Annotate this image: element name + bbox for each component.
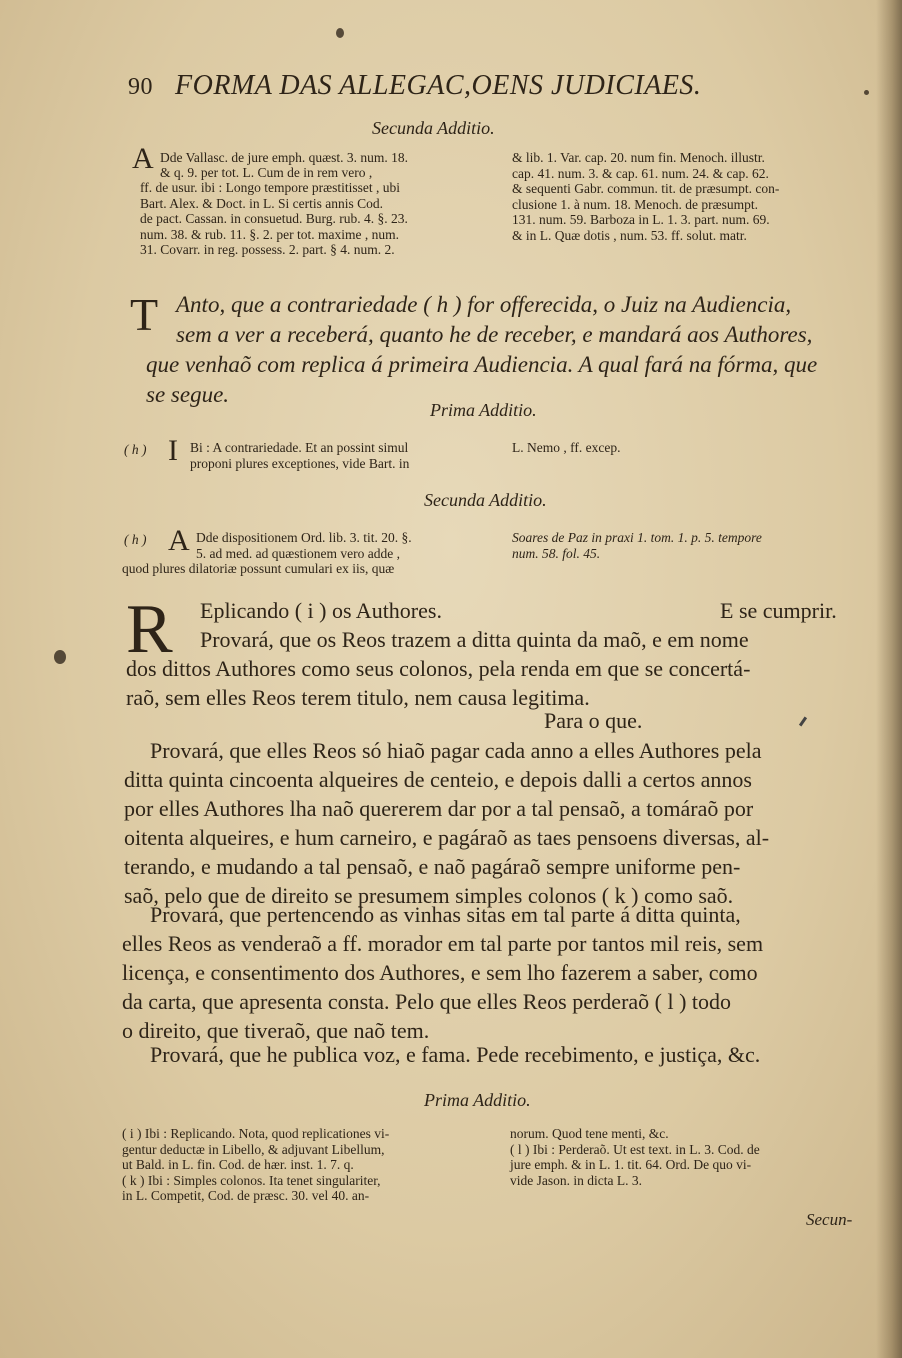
note-line: ( i ) Ibi : Replicando. Nota, quod replicationes vi- bbox=[122, 1126, 390, 1141]
note-left-column bbox=[160, 165, 372, 181]
page-spine-shadow bbox=[876, 0, 902, 1358]
body-line: saõ, pelo que de direito se presumem simples colonos ( k ) como saõ. bbox=[124, 883, 734, 908]
body-line: Provará, que os Reos trazem a ditta quinta da maõ, e em nome bbox=[200, 627, 749, 652]
ink-blot bbox=[864, 90, 869, 95]
body-line: o direito, que tiveraõ, que naõ tem. bbox=[122, 1018, 430, 1043]
paragraph-line: Anto, que a contrariedade ( h ) for offerecida, o Juiz na Audiencia, bbox=[176, 292, 792, 317]
body-paragraph bbox=[150, 736, 762, 765]
note-line: in L. Competit, Cod. de præsc. 30. vel 40. an- bbox=[122, 1188, 370, 1203]
note-right-column bbox=[510, 1126, 760, 1188]
note-line: & in L. Quæ dotis , num. 53. ff. solut. matr. bbox=[512, 227, 747, 243]
body-paragraph bbox=[150, 900, 741, 929]
note-line: 131. num. 59. Barboza in L. 1. 3. part. num. 69. bbox=[512, 212, 770, 227]
running-head-title: FORMA DAS ALLEGAC,OENS JUDICIAES. bbox=[175, 70, 702, 101]
ink-blot bbox=[54, 650, 66, 664]
body-line: por elles Authores lha naõ quererem dar por a tal pensaõ, a tomáraõ por bbox=[124, 796, 754, 821]
body-line: da carta, que apresenta consta. Pelo que elles Reos perderaõ ( l ) todo bbox=[122, 989, 732, 1014]
note-line: & q. 9. per tot. L. Cum de in rem vero , bbox=[160, 165, 373, 180]
paragraph-line: sem a ver a receberá, quanto he de receber, e mandará aos Authores, bbox=[176, 322, 813, 347]
note-line: 31. Covarr. in reg. possess. 2. part. § 4. num. 2. bbox=[140, 242, 395, 257]
note-line: num. 38. & rub. 11. §. 2. per tot. maxime , num. bbox=[140, 226, 399, 242]
body-line: oitenta alqueires, e hum carneiro, e pagáraõ as taes pensoens diversas, al- bbox=[124, 825, 770, 850]
body-line: dos dittos Authores como seus colonos, pela renda em que se concertá- bbox=[126, 656, 751, 681]
note-line: & sequenti Gabr. commun. tit. de præsumpt. con- bbox=[512, 181, 780, 196]
note-line: cap. 41. num. 3. & cap. 61. num. 24. & cap. 62. bbox=[512, 165, 769, 181]
paragraph-line: se segue. bbox=[146, 382, 230, 407]
note-left-column bbox=[122, 1126, 389, 1204]
note-line: L. Nemo , ff. excep. bbox=[512, 440, 621, 455]
body-line: ditta quinta cincoenta alqueires de centeio, e depois dalli a certos annos bbox=[124, 767, 752, 792]
paragraph-initial: R bbox=[126, 591, 173, 668]
note-line: norum. Quod tene menti, &c. bbox=[510, 1126, 669, 1141]
note-line: Dde dispositionem Ord. lib. 3. tit. 20. §. bbox=[196, 530, 412, 545]
body-line: Eplicando ( i ) os Authores. bbox=[200, 598, 442, 623]
pen-mark bbox=[799, 717, 807, 727]
note-left-column bbox=[160, 150, 408, 166]
body-line: Provará, que pertencendo as vinhas sitas em tal parte á ditta quinta, bbox=[150, 902, 741, 927]
addition-heading: Secunda Additio. bbox=[372, 118, 495, 138]
note-line: vide Jason. in dicta L. 3. bbox=[510, 1172, 642, 1188]
paragraph-initial: T bbox=[130, 289, 159, 340]
note-line: Bart. Alex. & Doct. in L. Si certis annis Cod. bbox=[140, 195, 383, 211]
body-paragraph bbox=[200, 625, 749, 654]
note-initial: A bbox=[132, 142, 154, 175]
addition-heading: Secunda Additio. bbox=[424, 490, 547, 510]
note-line: de pact. Cassan. in consuetud. Burg. rub. 4. §. 23. bbox=[140, 211, 408, 226]
note-line: quod plures dilatoriæ possunt cumulari ex iis, quæ bbox=[122, 561, 395, 576]
addition-heading: Prima Additio. bbox=[430, 400, 537, 420]
note-line: Soares de Paz in praxi 1. tom. 1. p. 5. tempore bbox=[512, 530, 762, 545]
catchword: Secun- bbox=[806, 1210, 853, 1229]
note-marker: ( h ) bbox=[124, 532, 147, 547]
note-initial: I bbox=[168, 434, 178, 467]
body-line: E se cumprir. bbox=[720, 598, 837, 623]
paragraph-line: que venhaõ com replica á primeira Audiencia. A qual fará na fórma, que bbox=[146, 352, 818, 377]
body-paragraph bbox=[122, 929, 763, 1045]
body-line: raõ, sem elles Reos terem titulo, nem causa legitima. bbox=[126, 685, 590, 710]
note-left-column bbox=[196, 530, 412, 561]
body-line: Para o que. bbox=[544, 708, 643, 733]
note-line: ( k ) Ibi : Simples colonos. Ita tenet singulariter, bbox=[122, 1172, 381, 1188]
body-line: Provará, que elles Reos só hiaõ pagar cada anno a elles Authores pela bbox=[150, 738, 762, 763]
ink-blot bbox=[336, 28, 344, 38]
note-line: proponi plures exceptiones, vide Bart. in bbox=[190, 455, 410, 471]
note-line: Dde Vallasc. de jure emph. quæst. 3. num. 18. bbox=[160, 150, 408, 165]
italic-paragraph bbox=[176, 290, 812, 350]
note-initial: A bbox=[168, 524, 190, 557]
note-line: ( l ) Ibi : Perderaõ. Ut est text. in L. 3. Cod. de bbox=[510, 1141, 760, 1157]
note-line: ut Bald. in L. fin. Cod. de hær. inst. 1. 7. q. bbox=[122, 1157, 354, 1172]
body-paragraph bbox=[126, 654, 750, 712]
note-line: jure emph. & in L. 1. tit. 64. Ord. De quo vi- bbox=[510, 1157, 752, 1172]
note-marker: ( h ) bbox=[124, 442, 147, 457]
body-paragraph bbox=[124, 765, 769, 910]
note-right-column bbox=[512, 530, 762, 561]
note-line: & lib. 1. Var. cap. 20. num fin. Menoch. illustr. bbox=[512, 150, 765, 165]
note-line: ff. de usur. ibi : Longo tempore præstitisset , ubi bbox=[140, 180, 400, 195]
note-line: num. 58. fol. 45. bbox=[512, 545, 601, 561]
body-line: Provará, que he publica voz, e fama. Pede recebimento, e justiça, &c. bbox=[150, 1042, 761, 1067]
note-left-column bbox=[190, 440, 409, 471]
running-head bbox=[128, 70, 701, 102]
body-line: elles Reos as venderaõ a ff. morador em tal parte por tantos mil reis, sem bbox=[122, 931, 764, 956]
body-line: terando, e mudando a tal pensaõ, e naõ pagáraõ sempre uniforme pen- bbox=[124, 854, 741, 879]
note-right-column bbox=[512, 150, 779, 243]
note-right-column bbox=[512, 440, 620, 456]
note-left-column bbox=[140, 180, 408, 258]
addition-heading: Prima Additio. bbox=[424, 1090, 531, 1110]
body-line: licença, e consentimento dos Authores, e sem lho fazerem a saber, como bbox=[122, 960, 758, 985]
note-line: clusione 1. à num. 18. Menoch. de præsumpt. bbox=[512, 196, 758, 212]
note-left-column bbox=[122, 561, 394, 577]
page-number: 90 bbox=[128, 74, 153, 100]
note-line: Bi : A contrariedade. Et an possint simul bbox=[190, 440, 409, 455]
note-line: gentur deductæ in Libello, & adjuvant Libellum, bbox=[122, 1141, 385, 1157]
note-line: 5. ad med. ad quæstionem vero adde , bbox=[196, 545, 400, 561]
